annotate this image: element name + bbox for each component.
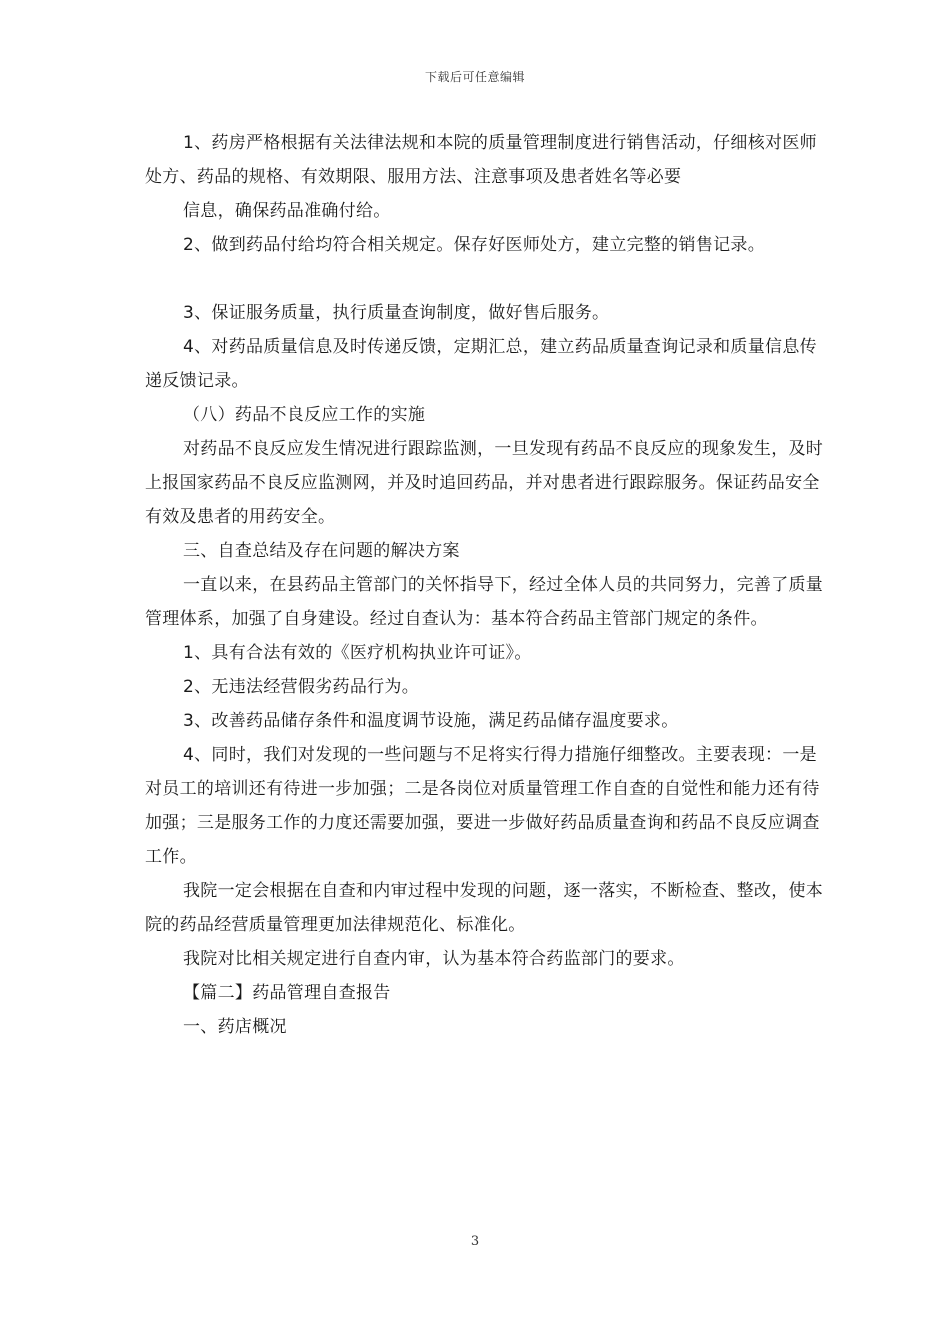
paragraph: 4、对药品质量信息及时传递反馈，定期汇总，建立药品质量查询记录和质量信息传递反馈记录。: [145, 337, 817, 391]
section-heading: 三、自查总结及存在问题的解决方案: [183, 541, 460, 561]
paragraph: 对药品不良反应发生情况进行跟踪监测，一旦发现有药品不良反应的现象发生，及时上报国家药品不良反应监测网，并及时追回药品，并对患者进行跟踪服务。保证药品安全有效及患者的用药安全。: [145, 439, 824, 527]
paragraph: 3、保证服务质量，执行质量查询制度，做好售后服务。: [183, 303, 610, 323]
paragraph: 我院对比相关规定进行自查内审，认为基本符合药监部门的要求。: [183, 949, 685, 969]
paragraph: 3、改善药品储存条件和温度调节设施，满足药品储存温度要求。: [183, 711, 679, 731]
paragraph: 1、药房严格根据有关法律法规和本院的质量管理制度进行销售活动，仔细核对医师处方、药品的规格、有效期限、服用方法、注意事项及患者姓名等必要: [145, 133, 817, 187]
paragraph: 一直以来，在县药品主管部门的关怀指导下，经过全体人员的共同努力，完善了质量管理体系，加强了自身建设。经过自查认为：基本符合药品主管部门规定的条件。: [145, 575, 824, 629]
paragraph: 我院一定会根据在自查和内审过程中发现的问题，逐一落实，不断检查、整改，使本院的药品经营质量管理更加法律规范化、标准化。: [145, 881, 824, 935]
paragraph: 2、无违法经营假劣药品行为。: [183, 677, 420, 697]
paragraph: 信息，确保药品准确付给。: [183, 201, 391, 221]
paragraph: 1、具有合法有效的《医疗机构执业许可证》。: [183, 643, 532, 663]
paragraph: 4、同时，我们对发现的一些问题与不足将实行得力措施仔细整改。主要表现：一是对员工的培训还有待进一步加强；二是各岗位对质量管理工作自查的自觉性和能力还有待加强；三是服务工作的力度还需要加强，要进一步做好药品质量查询和药品不良反应调查工作。: [145, 745, 820, 867]
section-heading: 一、药店概况: [183, 1017, 287, 1037]
document-body: [145, 126, 825, 1044]
paragraph: 2、做到药品付给均符合相关规定。保存好医师处方，建立完整的销售记录。: [183, 235, 766, 255]
blank-line: [145, 262, 825, 296]
page-header: 下载后可任意编辑: [424, 70, 525, 84]
section-heading: 【篇二】药品管理自查报告: [183, 983, 391, 1003]
section-heading: （八）药品不良反应工作的实施: [183, 405, 426, 425]
page-number: 3: [470, 1234, 480, 1249]
